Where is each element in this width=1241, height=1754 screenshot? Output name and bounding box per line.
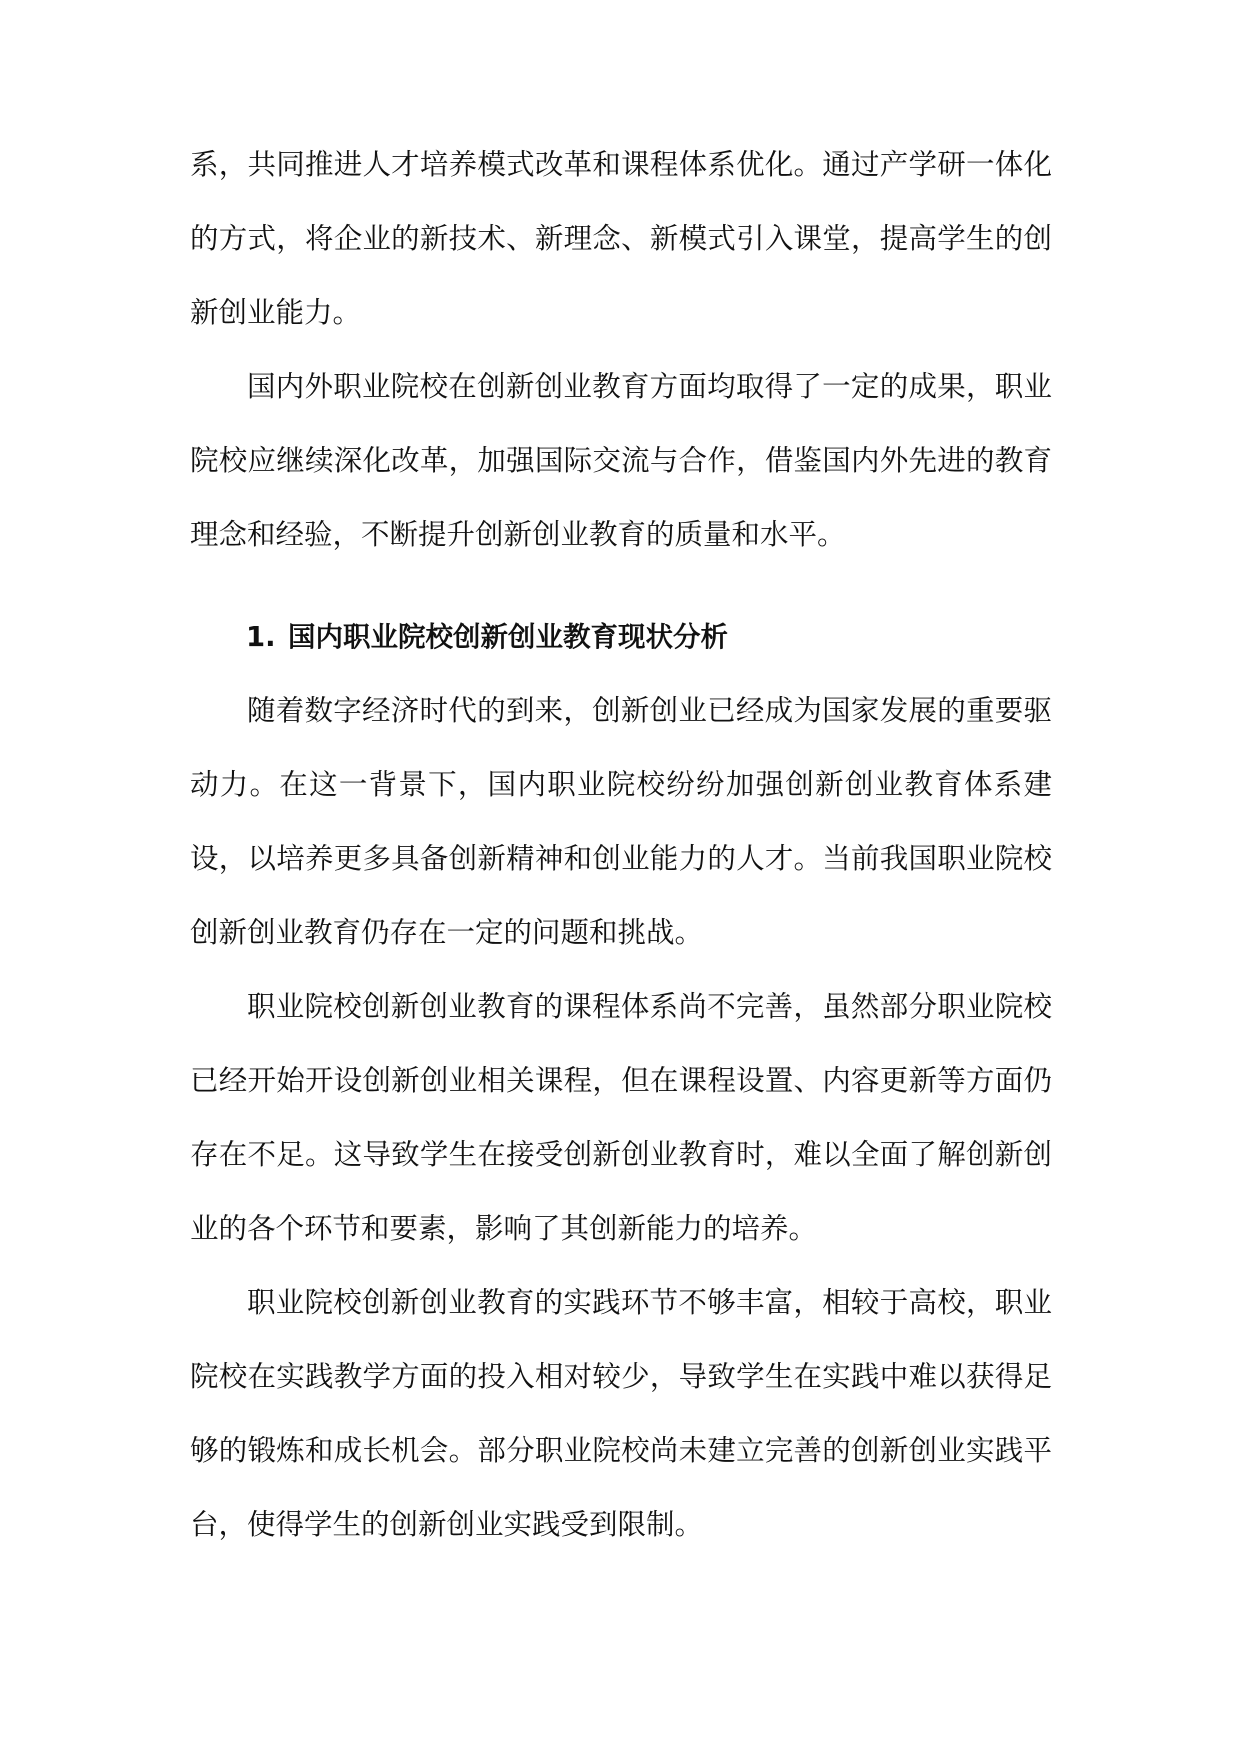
paragraph: 随着数字经济时代的到来，创新创业已经成为国家发展的重要驱动力。在这一背景下，国内职业院校纷纷加强创新创业教育体系建设，以培养更多具备创新精神和创业能力的人才。当前我国职业院校创新创业教育仍存在一定的问题和挑战。 — [190, 694, 1052, 949]
paragraph-continued: 系，共同推进人才培养模式改革和课程体系优化。通过产学研一体化的方式，将企业的新技术、新理念、新模式引入课堂，提高学生的创新创业能力。 — [190, 148, 1052, 329]
paragraph: 职业院校创新创业教育的课程体系尚不完善，虽然部分职业院校已经开始开设创新创业相关课程，但在课程设置、内容更新等方面仍存在不足。这导致学生在接受创新创业教育时，难以全面了解创新创业的各个环节和要素，影响了其创新能力的培养。 — [190, 990, 1052, 1245]
section-heading — [190, 600, 1052, 674]
document-body — [190, 128, 1052, 1562]
section-title: 国内职业院校创新创业教育现状分析 — [288, 621, 728, 653]
section-number: 1. — [246, 621, 276, 653]
paragraph: 国内外职业院校在创新创业教育方面均取得了一定的成果，职业院校应继续深化改革，加强国际交流与合作，借鉴国内外先进的教育理念和经验，不断提升创新创业教育的质量和水平。 — [190, 370, 1052, 551]
paragraph: 职业院校创新创业教育的实践环节不够丰富，相较于高校，职业院校在实践教学方面的投入相对较少，导致学生在实践中难以获得足够的锻炼和成长机会。部分职业院校尚未建立完善的创新创业实践平台，使得学生的创新创业实践受到限制。 — [190, 1286, 1052, 1541]
